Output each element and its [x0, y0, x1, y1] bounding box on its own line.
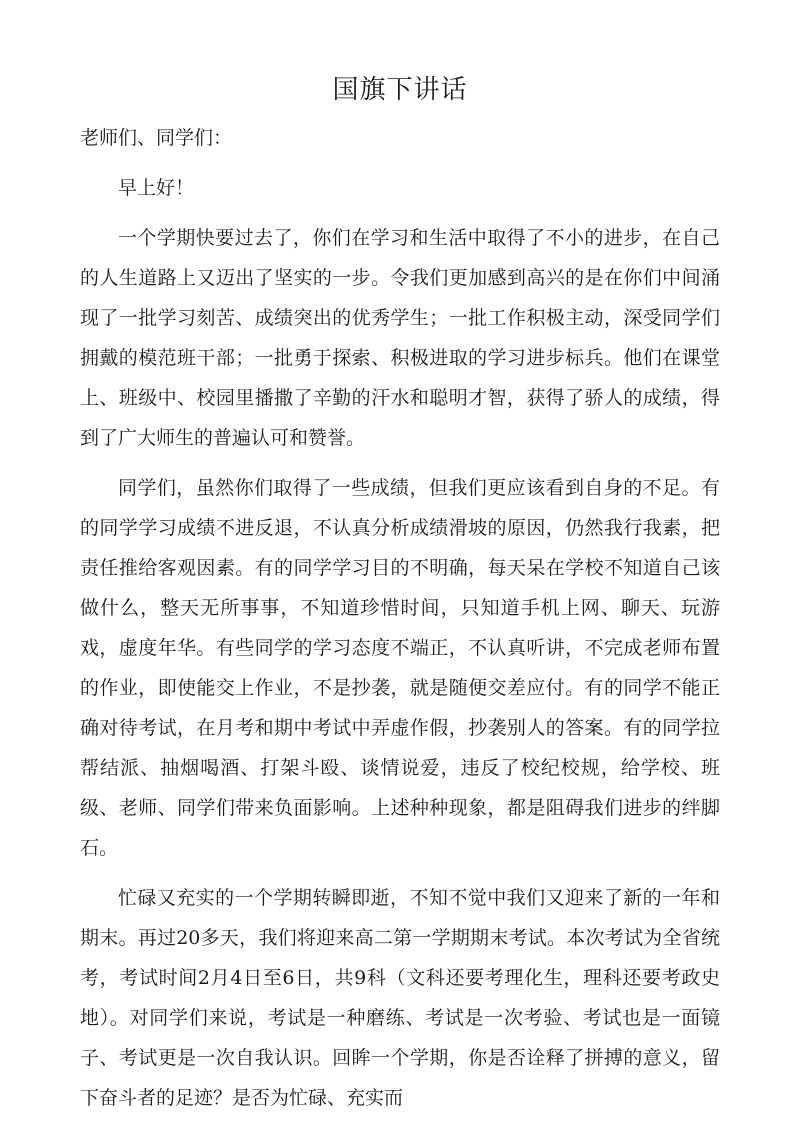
paragraph-shortcomings: 同学们，虽然你们取得了一些成绩，但我们更应该看到自身的不足。有的同学学习成绩不进反退，不认真分析成绩滑坡的原因，仍然我行我素，把责任推给客观因素。有的同学学习目的不明确，每天呆在学校不知道自己该做什么，整天无所事事，不知道珍惜时间，只知道手机上网、聊天、玩游戏，虚度年华。有些同学的学习态度不端正，不认真听讲，不完成老师布置的作业，即使能交上作业，不是抄袭，就是随便交差应付。有的同学不能正确对待考试，在月考和期中考试中弄虚作假，抄袭别人的答案。有的同学拉帮结派、抽烟喝酒、打架斗殴、谈情说爱，违反了校纪校规，给学校、班级、老师、同学们带来负面影响。上述种种现象，都是阻碍我们进步的绊脚石。: [80, 477, 720, 859]
paragraph-achievements: 一个学期快要过去了，你们在学习和生活中取得了不小的进步，在自己的人生道路上又迈出了坚实的一步。令我们更加感到高兴的是在你们中间涌现了一批学习刻苦、成绩突出的优秀学生；一批工作积极主动，深受同学们拥戴的模范班干部；一批勇于探索、积极进取的学习进步标兵。他们在课堂上、班级中、校园里播撒了辛勤的汗水和聪明才智，获得了骄人的成绩，得到了广大师生的普遍认可和赞誉。: [80, 227, 720, 449]
salutation: 老师们、同学们：: [80, 127, 233, 149]
document-body: [80, 118, 720, 1128]
greeting: 早上好！: [118, 177, 195, 199]
paragraph-final-exam: 忙碌又充实的一个学期转瞬即逝，不知不觉中我们又迎来了新的一年和期末。再过20多天，我们将迎来高二第一学期期末考试。本次考试为全省统考，考试时间2月4日至6日，共9科（文科还要考理化生，理科还要考政史地）。对同学们来说，考试是一种磨练、考试是一次考验、考试也是一面镜子、考试更是一次自我认识。回眸一个学期，你是否诠释了拼搏的意义，留下奋斗者的足迹？是否为忙碌、充实而: [80, 887, 720, 1109]
page-title: 国旗下讲话: [332, 75, 468, 105]
